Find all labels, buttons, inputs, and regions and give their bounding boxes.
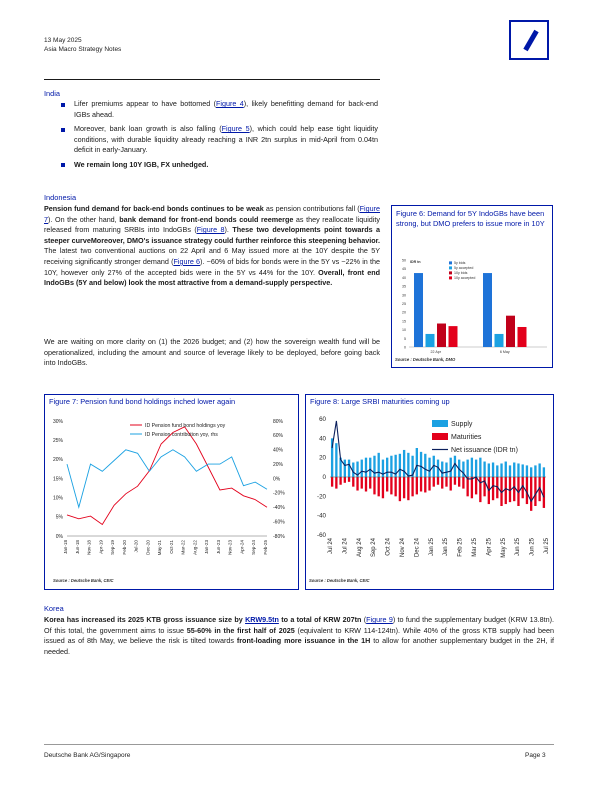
figure-8-maturity-bar-6 (356, 477, 358, 491)
figure-8-maturity-bar-30 (458, 477, 460, 487)
figure-7-xtick-16: Sep-24 (251, 540, 257, 555)
indonesia-paragraph-2: We are waiting on more clarity on (1) the 2026 budget; and (2) how the sovereign wealth fund will be operationalized, including the amount and source of leverage likely to be deployed, before going back into IndoGBs. (44, 337, 380, 368)
figure-7-link[interactable]: Figure 7 (44, 204, 380, 224)
figure-6-legend-label-1: 5y accepted (454, 266, 474, 270)
figure-7-xtick-9: Oct-21 (168, 540, 174, 554)
figure-6-title: Figure 6: Demand for 5Y IndoGBs have been strong, but DMO prefers to issue more in 10Y (396, 209, 545, 228)
figure-6-unit-label: IDR tn (410, 260, 421, 264)
figure-8-maturity-bar-4 (348, 477, 350, 482)
figure-8-maturity-bar-11 (378, 477, 380, 496)
figure-5-link[interactable]: Figure 5 (221, 124, 250, 134)
figure-7-xtick-12: Jan-23 (204, 540, 210, 555)
figure-7-xtick-1: Jun-18 (74, 540, 80, 555)
figure-6-legend-label-0: 5y bids (454, 261, 466, 265)
figure-8-maturity-bar-31 (462, 477, 464, 489)
figure-8-supply-bar-20 (416, 448, 418, 477)
figure-8-xtick-1: Jul 24 (342, 538, 349, 555)
figure-7-right-tick-8: 80% (273, 418, 284, 425)
figure-8-maturity-bar-28 (450, 477, 452, 491)
figure-8-supply-bar-26 (441, 462, 443, 477)
figure-8-supply-bar-27 (445, 463, 447, 478)
indonesia-heading: Indonesia (44, 193, 77, 202)
figure-6-ytick-9: 45 (402, 267, 406, 272)
figure-8-legend-swatch-0 (432, 420, 448, 427)
figure-6-ytick-2: 10 (402, 328, 406, 333)
figure-7-xtick-2: Nov-18 (86, 540, 92, 555)
figure-8-box (305, 394, 554, 590)
figure-8-maturity-bar-25 (437, 477, 439, 485)
figure-8-maturity-bar-22 (424, 477, 426, 492)
figure-7-left-tick-4: 20% (52, 457, 63, 464)
figure-7-left-tick-2: 10% (52, 495, 63, 502)
figure-8-supply-bar-29 (454, 456, 456, 477)
figure-8-maturity-bar-33 (471, 477, 473, 498)
figure-7-right-tick-5: 20% (273, 461, 284, 468)
figure-8-legend-label-2: Net issuance (IDR tn) (451, 447, 518, 454)
figure-8-maturity-bar-20 (416, 477, 418, 494)
figure-6-source: Source : Deutsche Bank, DMO (395, 357, 456, 362)
figure-8-supply-bar-18 (407, 453, 409, 477)
figure-6-bar-0-3 (449, 326, 458, 347)
figure-7-xtick-5: Feb-20 (121, 540, 127, 555)
figure-8-xtick-6: Dec 24 (414, 538, 421, 558)
figure-8-xtick-15: Jul 25 (544, 538, 550, 555)
figure-8-supply-bar-43 (513, 463, 515, 478)
figure-6-bar-0-0 (414, 273, 423, 347)
figure-7-xtick-17: Feb-25 (263, 540, 268, 555)
figure-8-maturity-bar-2 (339, 477, 341, 485)
figure-7-right-tick-2: -40% (273, 505, 285, 512)
figure-6-ytick-8: 40 (402, 275, 406, 280)
figure-7-right-tick-4: 0% (273, 476, 281, 483)
figure-8-supply-bar-32 (466, 460, 468, 477)
figure-7-xtick-3: Apr-19 (98, 540, 104, 554)
korea-heading: Korea (44, 604, 64, 613)
figure-8-legend-label-0: Supply (451, 421, 473, 428)
figure-6-bar-1-1 (495, 334, 504, 347)
figure-7-right-tick-1: -60% (273, 519, 285, 526)
figure-8-supply-bar-44 (517, 463, 519, 477)
footer-divider (44, 744, 554, 745)
figure-8-supply-bar-8 (365, 458, 367, 477)
figure-9-link[interactable]: Figure 9 (366, 615, 393, 624)
figure-7-left-tick-6: 30% (52, 418, 63, 425)
figure-8-maturity-bar-23 (428, 477, 430, 491)
figure-8-maturity-bar-21 (420, 477, 422, 492)
figure-8-source: Source : Deutsche Bank, CEIC (309, 578, 370, 583)
figure-8-maturity-bar-5 (352, 477, 354, 487)
figure-8-supply-bar-40 (500, 463, 502, 477)
figure-6-box (391, 205, 553, 368)
figure-8-maturity-bar-0 (331, 477, 333, 487)
figure-7-legend-label-0: ID Pension fund bond holdings yoy (145, 422, 226, 429)
figure-7-xtick-6: Jul-20 (133, 540, 139, 553)
figure-6-ytick-6: 30 (402, 293, 406, 298)
figure-6-bar-1-0 (483, 273, 492, 347)
page-number: Page 3 (525, 752, 546, 759)
figure-6-link[interactable]: Figure 6 (173, 256, 201, 266)
figure-7-xtick-15: Apr-24 (239, 540, 245, 554)
figure-8-supply-bar-42 (509, 465, 511, 477)
figure-8-maturity-bar-24 (433, 477, 435, 487)
footer-entity: Deutsche Bank AG/Singapore (44, 752, 131, 759)
figure-8-xtick-5: Nov 24 (400, 538, 406, 558)
figure-6-ytick-7: 35 (402, 284, 406, 289)
figure-7-xtick-13: Jun-23 (215, 540, 221, 555)
figure-8-supply-bar-48 (534, 465, 536, 477)
figure-8-supply-bar-9 (369, 458, 371, 477)
figure-8-maturity-bar-34 (475, 477, 477, 494)
figure-6-ytick-10: 50 (402, 258, 406, 263)
figure-7-xtick-10: Mar-22 (180, 540, 186, 555)
figure-6-ytick-0: 0 (404, 345, 406, 350)
figure-7-xtick-11: Aug-22 (192, 540, 198, 555)
figure-8-supply-bar-7 (361, 460, 363, 477)
figure-8-supply-bar-21 (420, 452, 422, 477)
figure-8-supply-bar-4 (348, 460, 350, 477)
figure-8-ytick-3: 0 (322, 474, 326, 481)
figure-6-legend-swatch-0 (449, 261, 452, 264)
figure-8-maturity-bar-10 (373, 477, 375, 494)
figure-8-supply-bar-10 (373, 456, 375, 477)
figure-6-bar-0-2 (437, 324, 446, 347)
figure-8-maturity-bar-36 (483, 477, 485, 496)
figure-8-title: Figure 8: Large SRBI maturities coming up (310, 397, 450, 406)
figure-8-ytick-2: -20 (317, 493, 326, 501)
figure-7-left-tick-1: 5% (55, 514, 63, 521)
figure-8-maturity-bar-13 (386, 477, 388, 492)
figure-7-right-tick-0: -80% (273, 533, 285, 540)
figure-8-maturity-bar-9 (369, 477, 371, 489)
figure-8-supply-bar-50 (543, 467, 545, 477)
figure-8-maturity-bar-16 (399, 477, 401, 501)
figure-7-xtick-0: Jan-18 (63, 540, 68, 555)
figure-8-supply-bar-23 (428, 458, 430, 477)
figure-7-xtick-4: Sep-19 (110, 540, 116, 555)
figure-8-supply-bar-41 (505, 462, 507, 477)
figure-6-legend-swatch-3 (449, 276, 452, 279)
figure-8-maturity-bar-32 (466, 477, 468, 496)
figure-8-maturity-bar-8 (365, 477, 367, 492)
figure-6-chart (392, 252, 552, 356)
figure-7-right-tick-3: -20% (273, 490, 285, 497)
figure-7-xtick-14: Nov-23 (227, 540, 233, 555)
figure-8-xtick-14: Jun 25 (529, 538, 536, 557)
figure-8-maturity-bar-26 (441, 477, 443, 489)
figure-6-legend-swatch-2 (449, 271, 452, 274)
figure-8-xtick-9: Feb 25 (457, 538, 464, 557)
figure-7-right-tick-7: 60% (273, 433, 284, 440)
figure-6-ytick-5: 25 (402, 302, 406, 306)
figure-7-left-tick-0: 0% (55, 533, 63, 540)
figure-8-supply-bar-3 (344, 460, 346, 477)
figure-8-xtick-2: Aug 24 (356, 538, 363, 558)
figure-8-supply-bar-33 (471, 458, 473, 477)
figure-8-ytick-4: 20 (319, 454, 326, 462)
figure-7-series-line-1 (67, 450, 267, 508)
header-divider (44, 79, 380, 80)
figure-8-ytick-1: -40 (317, 512, 326, 520)
figure-8-supply-bar-36 (483, 462, 485, 477)
figure-8-supply-bar-46 (526, 465, 528, 477)
figure-8-supply-bar-13 (386, 458, 388, 477)
figure-8-supply-bar-47 (530, 467, 532, 477)
india-bullet-2: Moreover, bank loan growth is also falling (Figure 5), which could help ease tight liquidity conditions, with durable liquidity already reaching a INR 2tn surplus in mid-April from 0.04tn deficit in early-January. (58, 124, 378, 156)
figure-6-bar-1-3 (518, 327, 527, 347)
figure-7-left-tick-3: 15% (52, 476, 63, 483)
figure-6-category-label-0: 22 Apr (430, 350, 441, 354)
figure-8-maturity-bar-15 (394, 477, 396, 496)
figure-8-supply-bar-22 (424, 454, 426, 477)
figure-8-maturity-bar-3 (344, 477, 346, 483)
figure-8-legend-swatch-1 (432, 433, 448, 440)
figure-8-maturity-bar-48 (534, 477, 536, 506)
figure-8-link[interactable]: Figure 8 (196, 225, 225, 235)
india-bullet-3: We remain long 10Y IGB, FX unhedged. (58, 160, 378, 171)
figure-8-xtick-4: Oct 24 (385, 538, 392, 556)
figure-8-supply-bar-11 (378, 453, 380, 477)
figure-8-maturity-bar-18 (407, 477, 409, 500)
india-bullets (58, 99, 378, 175)
figure-6-bar-0-1 (426, 334, 435, 347)
figure-8-xtick-11: Apr 25 (486, 538, 493, 556)
figure-6-ytick-1: 5 (404, 336, 406, 341)
figure-8-xtick-10: Mar 25 (472, 538, 478, 557)
figure-8-supply-bar-45 (522, 464, 524, 477)
figure-6-ytick-4: 20 (402, 310, 406, 315)
indonesia-paragraph-1: Pension fund demand for back-end bonds continues to be weak as pension contributions fall (Figure 7). On the other hand, bank demand for front-end bonds could reemerge as they reallocate liquidity released from maturing SRBIs into IndoGBs (Figure 8). These two developments point towards a steeper curveMoreover, DMO's issuance strategy could further reinforce this steepening behavior. The latest two conventional auctions on 22 April and 6 May issued more at the 10Y despite the 5Y receiving significantly stronger demand (Figure 6). ~60% of bids for bonds were in the 5Y vs ~22% in the 10Y, however only 27% of the accepted bids were in the 5Y vs 44% for the 10Y. Overall, front end IndoGBs (5Y and below) look the most attractive from a demand-supply perspective. (44, 204, 381, 288)
figure-8-maturity-bar-41 (505, 477, 507, 504)
figure-7-box (44, 394, 299, 590)
figure-7-source: Source : Deutsche Bank, CEIC (53, 578, 114, 583)
figure-8-maturity-bar-17 (403, 477, 405, 498)
india-heading: India (44, 89, 61, 98)
figure-8-maturity-bar-47 (530, 477, 532, 511)
krw-issuance-link[interactable]: KRW9.5tn (245, 615, 279, 624)
figure-8-xtick-7: Jan 25 (428, 538, 435, 557)
figure-7-xtick-7: Dec-20 (145, 540, 151, 555)
figure-7-legend-label-1: ID Pension contribution yoy, rhs (145, 431, 218, 438)
report-series: Asia Macro Strategy Notes (44, 46, 122, 53)
figure-8-maturity-bar-14 (390, 477, 392, 494)
india-bullet-1: Lifer premiums appear to have bottomed (Figure 4), likely benefitting demand for back-end IGBs ahead. (58, 99, 378, 120)
figure-8-supply-bar-28 (450, 458, 452, 477)
figure-8-supply-bar-1 (335, 443, 337, 477)
figure-7-chart (45, 411, 298, 575)
figure-7-right-tick-6: 40% (273, 447, 284, 454)
figure-8-xtick-13: Jun 25 (515, 538, 522, 557)
figure-7-left-tick-5: 25% (52, 437, 63, 444)
figure-8-supply-bar-49 (538, 463, 540, 477)
figure-8-xtick-3: Sep 24 (371, 538, 378, 558)
figure-6-ytick-3: 15 (402, 319, 406, 324)
figure-8-maturity-bar-19 (411, 477, 413, 496)
figure-8-maturity-bar-29 (454, 477, 456, 485)
figure-8-maturity-bar-1 (335, 477, 337, 489)
figure-8-maturity-bar-12 (382, 477, 384, 498)
deutsche-bank-logo-icon (509, 20, 549, 60)
figure-8-supply-bar-37 (488, 463, 490, 477)
figure-6-bar-1-2 (506, 316, 515, 347)
figure-7-xtick-8: May-21 (157, 540, 163, 556)
figure-8-supply-bar-38 (492, 463, 494, 478)
figure-8-maturity-bar-7 (361, 477, 363, 489)
figure-8-ytick-6: 60 (319, 416, 326, 423)
figure-8-maturity-bar-38 (492, 477, 494, 500)
figure-8-ytick-0: -60 (317, 532, 326, 539)
figure-6-legend-label-2: 10y bids (454, 271, 468, 275)
figure-7-title: Figure 7: Pension fund bond holdings inched lower again (49, 397, 236, 406)
figure-8-supply-bar-35 (479, 458, 481, 477)
figure-8-supply-bar-34 (475, 460, 477, 477)
figure-8-supply-bar-16 (399, 454, 401, 477)
figure-6-legend-label-3: 10y accepted (454, 276, 476, 280)
figure-8-maturity-bar-50 (543, 477, 545, 508)
report-date: 13 May 2025 (44, 37, 82, 44)
figure-8-xtick-8: Jan 25 (443, 538, 450, 557)
figure-8-xtick-0: Jul 24 (328, 538, 334, 555)
figure-4-link[interactable]: Figure 4 (216, 99, 244, 108)
figure-8-xtick-12: May 25 (500, 538, 507, 558)
figure-8-maturity-bar-43 (513, 477, 515, 501)
figure-8-ytick-5: 40 (319, 435, 326, 443)
korea-paragraph: Korea has increased its 2025 KTB gross issuance size by KRW9.5tn to a total of KRW 207tn (Figure 9) to fund the supplementary budget (KRW 13.8tn). Of this total, the government aims to issue 55-60% in the first half of 2025 (equivalent to KRW 114-124tn). While 40% of the gross KTB supply had been issued as of 8th May, we believe the risk is tilted towards front-loading more issuance in the 1H to allow for another supplementary budget in the 2H, if needed. (44, 615, 555, 656)
figure-8-maturity-bar-27 (445, 477, 447, 487)
figure-6-category-label-1: 6 May (499, 350, 510, 354)
figure-8-legend-label-1: Maturities (451, 434, 482, 441)
figure-7-series-line-0 (67, 427, 267, 525)
figure-8-supply-bar-14 (390, 456, 392, 477)
figure-6-legend-swatch-1 (449, 266, 452, 269)
figure-8-supply-bar-39 (496, 465, 498, 477)
figure-8-chart (306, 411, 553, 575)
